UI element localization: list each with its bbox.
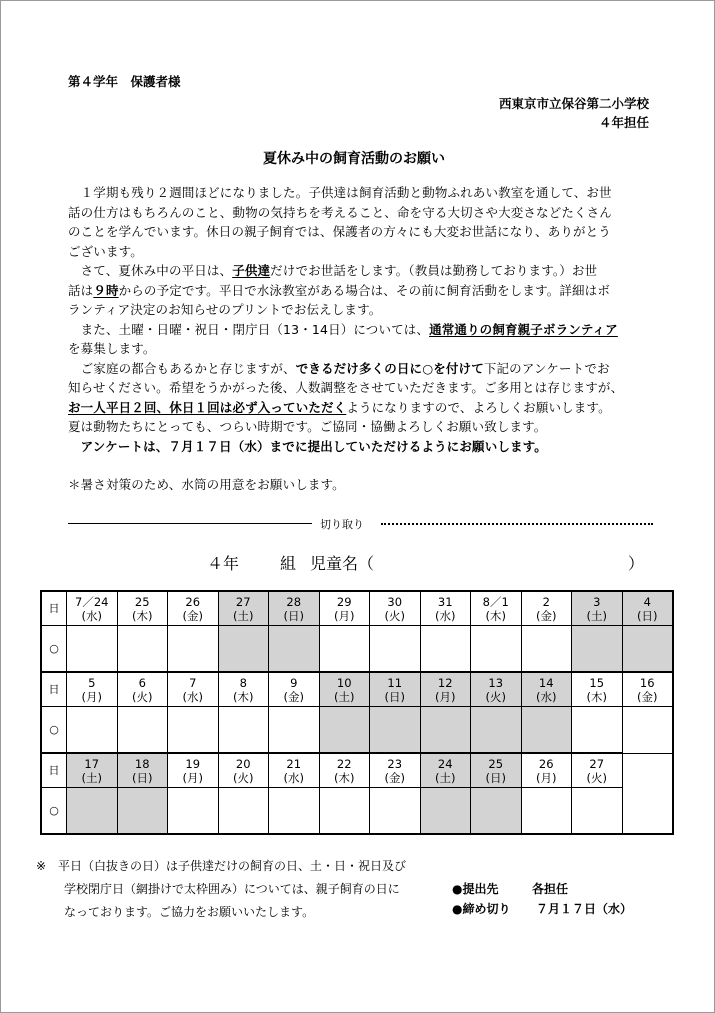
calendar-date-cell <box>572 753 623 788</box>
date-number: 5 <box>88 675 96 690</box>
day-of-week: (日) <box>132 770 153 785</box>
calendar-mark-row <box>41 707 673 754</box>
calendar-date-cell <box>168 591 219 626</box>
calendar-date-cell <box>521 753 572 788</box>
availability-mark-cell[interactable] <box>521 626 572 673</box>
date-number: 15 <box>589 675 605 690</box>
availability-mark-cell[interactable] <box>420 707 471 754</box>
availability-mark-cell[interactable] <box>269 788 320 835</box>
calendar-date-cell <box>521 672 572 707</box>
day-of-week: (月) <box>536 770 557 785</box>
date-number: 18 <box>134 756 150 771</box>
text-run: 下記のアンケートでお <box>483 360 610 376</box>
date-number: 14 <box>538 675 554 690</box>
paragraph-line <box>68 261 648 281</box>
calendar-date-cell <box>420 753 471 788</box>
availability-mark-cell[interactable] <box>117 707 168 754</box>
availability-mark-cell[interactable] <box>67 788 118 835</box>
availability-mark-cell[interactable] <box>572 626 623 673</box>
calendar-date-row <box>41 753 673 788</box>
paragraph-line: 話の仕方はもちろんのこと、動物の気持ちを考えること、命を守る大切さや大変さなどたくさん <box>68 204 612 220</box>
calendar-date-cell <box>420 672 471 707</box>
date-number: 28 <box>286 594 302 609</box>
date-number: 6 <box>138 675 146 690</box>
text-run: また、土曜・日曜・祝日・閉庁日（13・14日）については、 <box>68 321 430 337</box>
day-of-week: (木) <box>586 689 607 704</box>
availability-calendar <box>40 590 674 835</box>
paragraph-line: ランティア決定のお知らせのプリントでお伝えします。 <box>68 302 382 317</box>
calendar-date-cell <box>218 672 269 707</box>
calendar-date-cell <box>117 591 168 626</box>
date-number: 10 <box>336 675 352 690</box>
emphasis-volunteer: 通常通りの飼育親子ボランティア <box>429 321 618 337</box>
calendar-mark-row <box>41 626 673 673</box>
day-of-week: (火) <box>586 770 607 785</box>
availability-mark-cell[interactable] <box>370 788 421 835</box>
day-of-week: (火) <box>384 608 405 623</box>
day-of-week: (日) <box>485 770 506 785</box>
submit-label: ●提出先 <box>452 882 499 896</box>
day-of-week: (土) <box>233 608 254 623</box>
date-number: 31 <box>437 594 453 609</box>
day-of-week: (水) <box>182 689 203 704</box>
close-paren: ） <box>628 554 645 573</box>
date-number: 30 <box>387 594 403 609</box>
calendar-date-cell <box>117 753 168 788</box>
availability-mark-cell[interactable] <box>168 788 219 835</box>
text-run: からの予定です。平日で水泳教室がある場合は、その前に飼育活動をします。詳細はボ <box>118 282 610 298</box>
availability-mark-cell[interactable] <box>269 707 320 754</box>
availability-mark-cell[interactable] <box>67 707 118 754</box>
availability-mark-cell[interactable] <box>420 788 471 835</box>
availability-mark-cell[interactable] <box>67 626 118 673</box>
row-label-date: 日 <box>41 591 67 626</box>
calendar-date-cell <box>471 753 522 788</box>
day-of-week: (金) <box>283 689 304 704</box>
paragraph-line <box>68 398 648 418</box>
empty-cell <box>622 753 673 788</box>
date-number: 4 <box>643 594 651 609</box>
availability-mark-cell[interactable] <box>572 707 623 754</box>
cut-line-dotted <box>381 523 653 525</box>
day-of-week: (水) <box>536 689 557 704</box>
grade-label: ４年 <box>207 554 240 573</box>
date-number: 20 <box>235 756 251 771</box>
calendar-date-cell <box>67 753 118 788</box>
calendar-date-cell <box>67 672 118 707</box>
text-run: さて、夏休み中の平日は、 <box>68 263 233 278</box>
calendar-date-cell <box>370 753 421 788</box>
availability-mark-cell[interactable] <box>572 788 623 835</box>
date-number: 19 <box>185 756 201 771</box>
day-of-week: (金) <box>182 608 203 623</box>
date-number: 23 <box>387 756 403 771</box>
emphasis-children: 子供達 <box>232 263 271 278</box>
availability-mark-cell[interactable] <box>319 626 370 673</box>
recipient: 第４学年 保護者様 <box>68 74 181 89</box>
date-number: 2 <box>542 594 550 609</box>
calendar-date-cell <box>319 591 370 626</box>
date-number: 26 <box>538 756 554 771</box>
date-number: 25 <box>488 756 504 771</box>
day-of-week: (水) <box>435 608 456 623</box>
emphasis-required: お一人平日２回、休日１回は必ず入っていただく <box>68 399 347 415</box>
note-line-3: なっております。ご協力をお願いいたします。 <box>64 905 315 919</box>
date-number: 7／24 <box>75 594 109 609</box>
note-line-1: ※ 平日（白抜きの日）は子供達だけの飼育の日、土・日・祝日及び <box>36 859 407 873</box>
day-of-week: (金) <box>637 689 658 704</box>
availability-mark-cell[interactable] <box>168 707 219 754</box>
teacher: ４年担任 <box>598 115 649 130</box>
availability-mark-cell[interactable] <box>471 707 522 754</box>
day-of-week: (火) <box>233 770 254 785</box>
calendar-date-cell <box>218 753 269 788</box>
date-number: 26 <box>185 594 201 609</box>
paragraph-line <box>68 320 648 340</box>
calendar-date-cell <box>370 672 421 707</box>
day-of-week: (月) <box>81 689 102 704</box>
calendar-date-cell <box>471 591 522 626</box>
school-name: 西東京市立保谷第二小学校 <box>498 96 649 111</box>
student-name-label: 児童名（ <box>310 554 375 573</box>
day-of-week: (木) <box>132 608 153 623</box>
day-of-week: (日) <box>384 689 405 704</box>
date-number: 8 <box>239 675 247 690</box>
paragraph-line: 夏は動物たちにとっても、つらい時期です。ご協同・協働よろしくお願い致します。 <box>68 419 547 434</box>
date-number: 21 <box>286 756 302 771</box>
calendar-date-cell <box>622 672 673 707</box>
availability-mark-cell[interactable] <box>370 707 421 754</box>
day-of-week: (土) <box>435 770 456 785</box>
row-label-date: 日 <box>41 672 67 707</box>
cut-line-solid <box>68 523 312 524</box>
paragraph-line <box>68 359 648 379</box>
paragraph-line: １学期も残り２週間ほどになりました。子供達は飼育活動と動物ふれあい教室を通して、お世 <box>68 185 612 200</box>
day-of-week: (金) <box>536 608 557 623</box>
day-of-week: (土) <box>81 770 102 785</box>
cut-label: 切り取り <box>320 518 364 531</box>
date-number: 27 <box>589 756 605 771</box>
calendar-date-cell <box>622 591 673 626</box>
calendar-date-cell <box>521 591 572 626</box>
calendar-date-cell <box>168 672 219 707</box>
calendar-date-cell <box>269 672 320 707</box>
text-run: ようになりますので、よろしくお願いします。 <box>346 399 611 415</box>
day-of-week: (火) <box>485 689 506 704</box>
day-of-week: (水) <box>81 608 102 623</box>
calendar-date-cell <box>471 672 522 707</box>
calendar-date-cell <box>269 591 320 626</box>
paragraph-line: のことを学んでいます。休日の親子飼育では、保護者の方々にも大変お世話になり、ありがとう <box>68 224 611 239</box>
availability-mark-cell[interactable] <box>218 788 269 835</box>
availability-mark-cell[interactable] <box>471 626 522 673</box>
row-label-mark: ○ <box>41 626 67 673</box>
page-title: 夏休み中の飼育活動のお願い <box>263 151 445 167</box>
row-label-mark: ○ <box>41 707 67 754</box>
date-number: 3 <box>593 594 601 609</box>
availability-mark-cell[interactable] <box>622 707 673 754</box>
calendar-date-cell <box>319 753 370 788</box>
date-number: 9 <box>290 675 298 690</box>
emphasis-time: ９時 <box>93 282 119 298</box>
calendar-date-cell <box>269 753 320 788</box>
row-label-date: 日 <box>41 753 67 788</box>
letter-body <box>68 183 648 495</box>
deadline-line: アンケートは、７月１７日（水）までに提出していただけるようにお願いします。 <box>68 438 547 454</box>
calendar-date-row <box>41 672 673 707</box>
text-run: ご家庭の都合もあるかと存じますが、 <box>68 360 296 376</box>
availability-mark-cell[interactable] <box>521 788 572 835</box>
date-number: 12 <box>437 675 453 690</box>
date-number: 13 <box>488 675 504 690</box>
calendar-date-cell <box>117 672 168 707</box>
paragraph-line: を募集します。 <box>68 341 156 356</box>
availability-mark-cell[interactable] <box>168 626 219 673</box>
paragraph-line: 知らせください。希望をうかがった後、人数調整をさせていただきます。ご多用とは存じますが、 <box>68 380 624 395</box>
submit-value: 各担任 <box>532 882 569 896</box>
calendar-date-cell <box>572 672 623 707</box>
calendar-date-cell <box>370 591 421 626</box>
paragraph-line: ございます。 <box>68 243 143 259</box>
day-of-week: (水) <box>283 770 304 785</box>
day-of-week: (月) <box>182 770 203 785</box>
day-of-week: (木) <box>233 689 254 704</box>
calendar-date-row <box>41 591 673 626</box>
availability-mark-cell[interactable] <box>269 626 320 673</box>
text-run: だけでお世話をします。（教員は勤務しております。）お世 <box>270 263 598 278</box>
calendar-date-cell <box>168 753 219 788</box>
day-of-week: (日) <box>637 608 658 623</box>
text-run: 話は <box>68 282 94 298</box>
emphasis-mark: できるだけ多くの日に○を付けて <box>295 360 484 376</box>
date-number: 8／1 <box>482 594 509 609</box>
availability-mark-cell[interactable] <box>117 626 168 673</box>
date-number: 25 <box>134 594 150 609</box>
day-of-week: (木) <box>334 770 355 785</box>
deadline-value: ７月１７日（水） <box>536 902 633 916</box>
availability-mark-cell[interactable] <box>420 626 471 673</box>
row-label-mark: ○ <box>41 788 67 835</box>
date-number: 16 <box>639 675 655 690</box>
paragraph-line <box>68 281 648 301</box>
availability-mark-cell[interactable] <box>319 707 370 754</box>
calendar-date-cell <box>218 591 269 626</box>
date-number: 24 <box>437 756 453 771</box>
calendar-date-cell <box>67 591 118 626</box>
deadline-label: ●締め切り <box>452 902 511 916</box>
day-of-week: (月) <box>435 689 456 704</box>
date-number: 17 <box>84 756 100 771</box>
day-of-week: (土) <box>586 608 607 623</box>
date-number: 27 <box>235 594 251 609</box>
day-of-week: (火) <box>132 689 153 704</box>
date-number: 29 <box>336 594 352 609</box>
calendar-date-cell <box>319 672 370 707</box>
availability-mark-cell[interactable] <box>218 707 269 754</box>
calendar-date-cell <box>420 591 471 626</box>
water-bottle-note: ＊暑さ対策のため、水筒の用意をお願いします。 <box>68 477 345 492</box>
availability-mark-cell[interactable] <box>117 788 168 835</box>
calendar-date-cell <box>572 591 623 626</box>
date-number: 22 <box>336 756 352 771</box>
availability-mark-cell[interactable] <box>521 707 572 754</box>
day-of-week: (木) <box>485 608 506 623</box>
availability-mark-cell[interactable] <box>319 788 370 835</box>
day-of-week: (月) <box>334 608 355 623</box>
date-number: 11 <box>387 675 403 690</box>
availability-mark-cell[interactable] <box>370 626 421 673</box>
note-line-2: 学校閉庁日（網掛けで太枠囲み）については、親子飼育の日に <box>64 882 400 896</box>
empty-cell <box>622 788 673 835</box>
day-of-week: (土) <box>334 689 355 704</box>
availability-mark-cell[interactable] <box>471 788 522 835</box>
date-number: 7 <box>189 675 197 690</box>
day-of-week: (日) <box>283 608 304 623</box>
calendar-mark-row <box>41 788 673 835</box>
day-of-week: (金) <box>384 770 405 785</box>
availability-mark-cell[interactable] <box>622 626 673 673</box>
class-label: 組 <box>280 554 297 573</box>
availability-mark-cell[interactable] <box>218 626 269 673</box>
